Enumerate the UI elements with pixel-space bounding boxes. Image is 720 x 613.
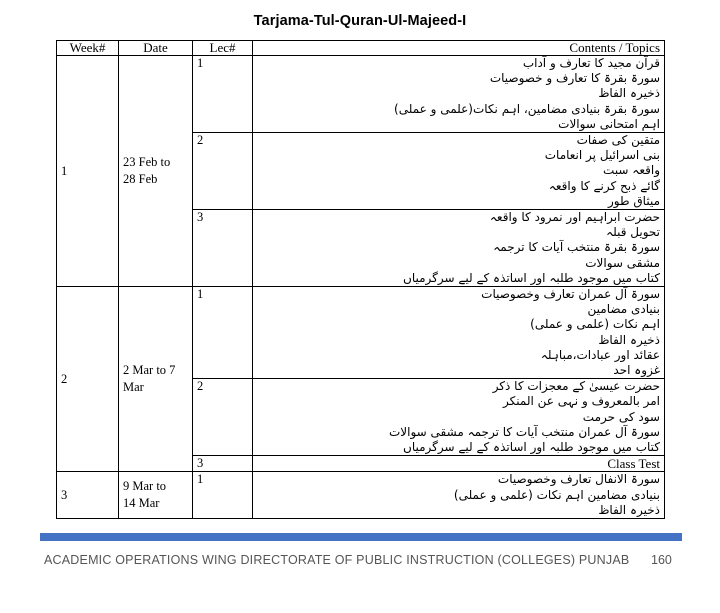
week-number: 3 [57,472,119,519]
topic-item: حضرت عیسیٰ کے معجزات کا ذکر [492,379,660,394]
topic-item: سورۃ بقرۃ کا تعارف و خصوصیات [489,71,660,86]
topic-item: بنیادی مضامین [587,302,660,317]
lecture-number: 1 [193,472,253,519]
table-row [57,287,665,379]
topic-item: سورۃ بقرۃ منتخب آیات کا ترجمہ [493,240,660,255]
lecture-number: 1 [193,56,253,133]
topic-item: بنیادی مضامین اہم نکات (علمی و عملی) [453,487,660,502]
topic-item: تحویل قبلہ [606,225,660,240]
footer-organization: ACADEMIC OPERATIONS WING DIRECTORATE OF PUBLIC INSTRUCTION (COLLEGES) PUNJAB [44,553,630,567]
week-date-range: 2 Mar to 7 Mar [119,287,193,472]
lecture-number: 2 [193,133,253,210]
lecture-topics [253,472,665,519]
topic-item: اہم نکات (علمی و عملی) [530,317,660,332]
topic-item: امر بالمعروف و نہی عن المنکر [503,394,660,409]
topic-item: سود کی حرمت [582,409,660,424]
course-schedule-table [56,40,665,519]
lecture-topics [253,456,665,472]
topic-item: اہم امتحانی سوالات [558,116,660,131]
week-date-range: 9 Mar to 14 Mar [119,472,193,519]
lecture-topics [253,287,665,379]
topic-item: سورۃ بقرۃ بنیادی مضامین، اہم نکات(علمی و عملی) [394,101,660,116]
topic-item: واقعہ سبت [603,163,660,178]
week-column-header: Week# [57,41,119,56]
topic-item: عقائد اور عبادات،مباہلہ [540,347,660,362]
lecture-number: 1 [193,287,253,379]
lecture-topics [253,210,665,287]
topic-item: گائے ذبح کرنے کا واقعہ [548,178,660,193]
document-title: Tarjama-Tul-Quran-Ul-Majeed-I [253,13,467,29]
topic-item: متقین کی صفات [576,133,660,148]
topic-item: میثاق طور [608,193,660,208]
lecture-number: 3 [193,456,253,472]
topic-item: کتاب میں موجود طلبہ اور اساتذہ کے لیے سرگرمیاں [403,270,660,285]
topic-item: کتاب میں موجود طلبہ اور اساتذہ کے لیے سرگرمیاں [403,440,660,455]
topic-item: ذخیرہ الفاظ [598,332,660,347]
lecture-topics [253,379,665,456]
lecture-topics [253,56,665,133]
table-row [57,472,665,519]
week-number: 2 [57,287,119,472]
week-number: 1 [57,56,119,287]
class-test-label: Class Test [607,456,660,472]
week-date-range: 23 Feb to 28 Feb [119,56,193,287]
lecture-column-header: Lec# [193,41,253,56]
page-number: 160 [651,553,672,567]
table-header-row [57,41,665,56]
topic-item: مشقی سوالات [585,255,660,270]
topic-item: حضرت ابراہیم اور نمرود کا واقعہ [489,210,660,225]
lecture-number: 3 [193,210,253,287]
topic-item: قرآن مجید کا تعارف و آداب [522,56,660,70]
table-row [57,56,665,133]
contents-column-header: Contents / Topics [253,41,665,56]
topic-item: بنی اسرائیل پر انعامات [544,148,660,163]
lecture-number: 2 [193,379,253,456]
topic-item: ذخیرہ الفاظ [598,502,660,517]
date-column-header: Date [119,41,193,56]
footer-divider [40,533,682,541]
topic-item: سورۃ الانفال تعارف وخصوصیات [497,472,660,487]
lecture-topics [253,133,665,210]
topic-item: سورۃ آل عمران تعارف وخصوصیات [481,287,660,302]
topic-item: سورۃ آل عمران منتخب آیات کا ترجمہ مشقی سوالات [389,424,660,439]
topic-item: ذخیرہ الفاظ [598,86,660,101]
topic-item: غزوہ احد [613,363,660,378]
